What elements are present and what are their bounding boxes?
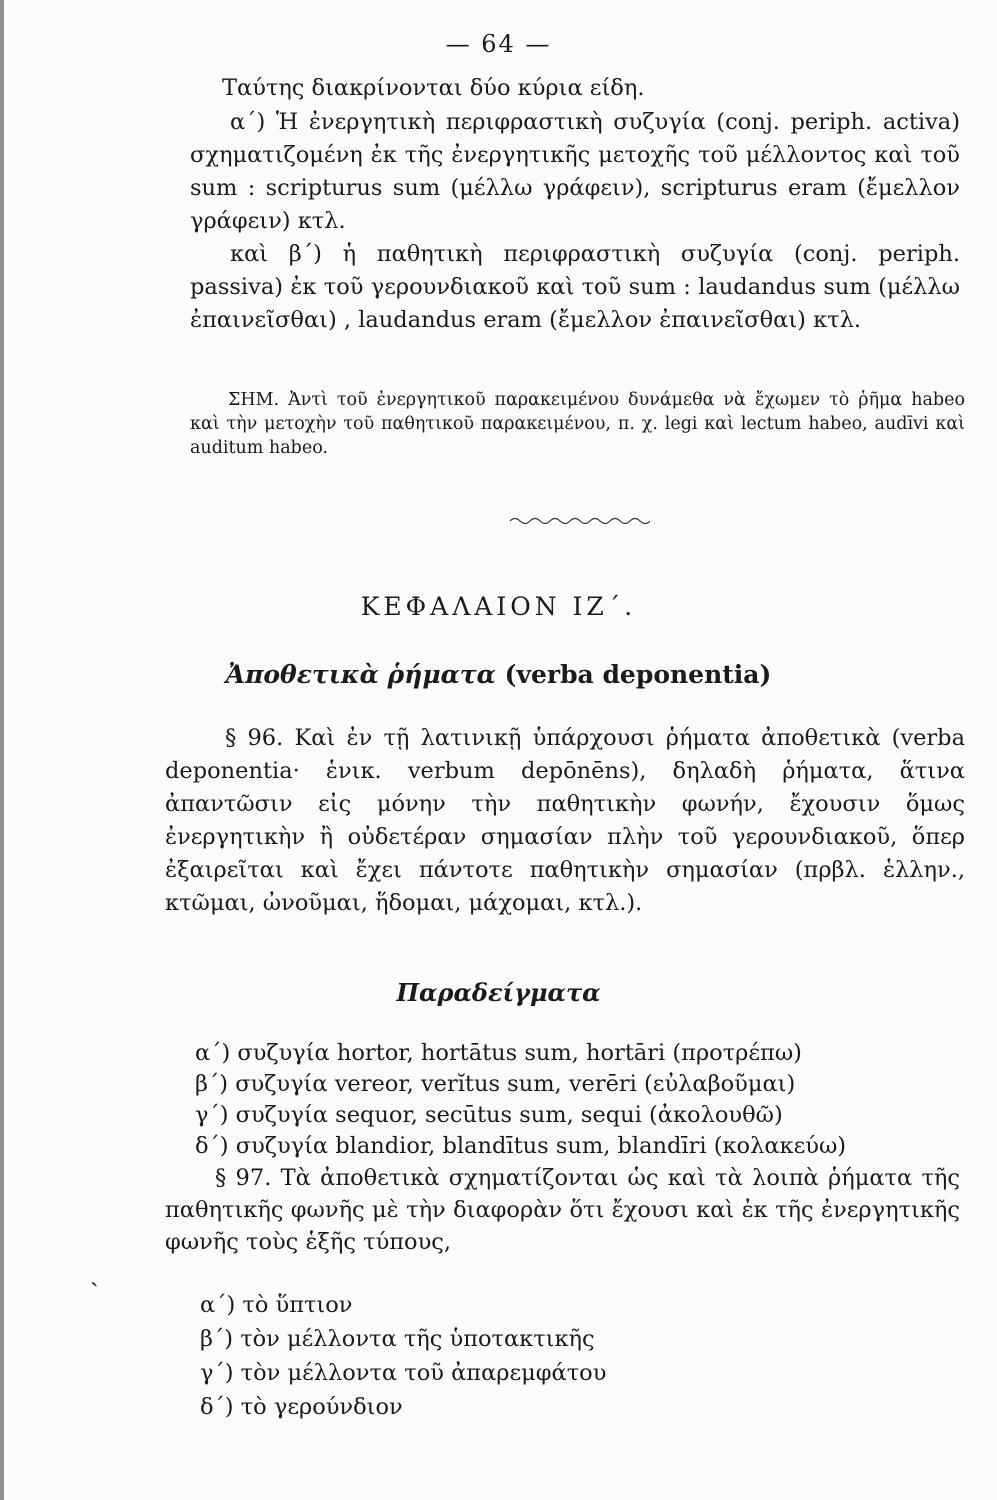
list-item: β΄) τὸν μέλλοντα τῆς ὑποτακτικῆς (200, 1326, 595, 1352)
list-item: α΄) συζυγία hortor, hortātus sum, hortāri (προτρέπω) (195, 1040, 802, 1066)
margin-mark: ˎ (90, 1258, 99, 1288)
forms-list (200, 1288, 606, 1424)
paragraph-active-periphrastic: α΄) Ἡ ἐνεργητικὴ περιφραστικὴ συζυγία (conj. periph. activa) σχηματιζομένη ἐκ τῆς ἐνεργητικῆς μετοχῆς τοῦ μέλλοντος καὶ τοῦ sum : scripturus sum (μέλλω γράφειν), scripturus eram (ἔμελλον γράφειν) κτλ. (190, 109, 960, 234)
list-item: β΄) συζυγία vereor, verĭtus sum, verēri (εὐλαβοῦμαι) (195, 1071, 796, 1097)
chapter-title: ΚΕΦΑΛΑΙΟΝ ΙΖ΄. (360, 592, 637, 621)
paragraph-97: § 97. Τὰ ἀποθετικὰ σχηματίζονται ὡς καὶ τὰ λοιπὰ ῥήματα τῆς παθητικῆς φωνῆς μὲ τὴν διαφορὰν ὅτι ἔχουσι καὶ ἐκ τῆς ἐνεργητικῆς φωνῆς τοὺς ἑξῆς τύπους, (165, 1165, 960, 1255)
paragraph-96: § 96. Καὶ ἐν τῇ λατινικῇ ὑπάρχουσι ῥήματα ἀποθετικὰ (verba deponentia· ἑνικ. verbum depōnēns), δηλαδὴ ῥήματα, ἅτινα ἀπαντῶσιν εἰς μόνην τὴν παθητικὴν φωνήν, ἔχουσιν ὅμως ἐνεργητικὴν ἢ οὐδετέραν σημασίαν πλὴν τοῦ γερουνδιακοῦ, ὅπερ ἐξαιρεῖται καὶ ἔχει πάντοτε παθητικὴν σημασίαν (πρβλ. ἑλλην., κτῶμαι, ὠνοῦμαι, ἥδομαι, μάχομαι, κτλ.). (165, 725, 965, 916)
examples-list (195, 1038, 846, 1162)
section-heading-latin: (verba deponentia) (504, 660, 772, 689)
page-edge-shadow (0, 0, 4, 1500)
decorative-divider (510, 516, 650, 526)
list-item: γ΄) συζυγία sequor, secūtus sum, sequi (ἀκολουθῶ) (195, 1102, 783, 1128)
examples-heading: Παραδείγματα (396, 978, 601, 1007)
paragraph-passive-periphrastic: καὶ β΄) ἡ παθητικὴ περιφραστικὴ συζυγία (conj. periph. passiva) ἐκ τοῦ γερουνδιακοῦ καὶ τοῦ sum : laudandus sum (μέλλω ἐπαινεῖσθαι) , laudandus eram (ἔμελλον ἐπαινεῖσθαι) κτλ. (190, 241, 960, 333)
list-item: γ΄) τὸν μέλλοντα τοῦ ἀπαρεμφάτου (200, 1360, 607, 1386)
section-heading (0, 660, 997, 689)
list-item: α΄) τὸ ὕπτιον (200, 1292, 353, 1318)
list-item: δ΄) τὸ γερούνδιον (200, 1394, 403, 1420)
page-number: — 64 — (445, 30, 552, 58)
list-item: δ΄) συζυγία blandior, blandītus sum, blandīri (κολακεύω) (195, 1133, 847, 1159)
section-heading-greek: Ἀποθετικὰ ῥήματα (225, 660, 496, 689)
note-paragraph: ΣΗΜ. Ἀντὶ τοῦ ἐνεργητικοῦ παρακειμένου δυνάμεθα νὰ ἔχωμεν τὸ ῥῆμα habeo καὶ τὴν μετοχὴν τοῦ παθητικοῦ παρακειμένου, π. χ. legi καὶ lectum habeo, audīvi καὶ auditum habeo. (190, 390, 965, 458)
intro-line: Ταύτης διακρίνονται δύο κύρια είδη. (222, 75, 645, 101)
